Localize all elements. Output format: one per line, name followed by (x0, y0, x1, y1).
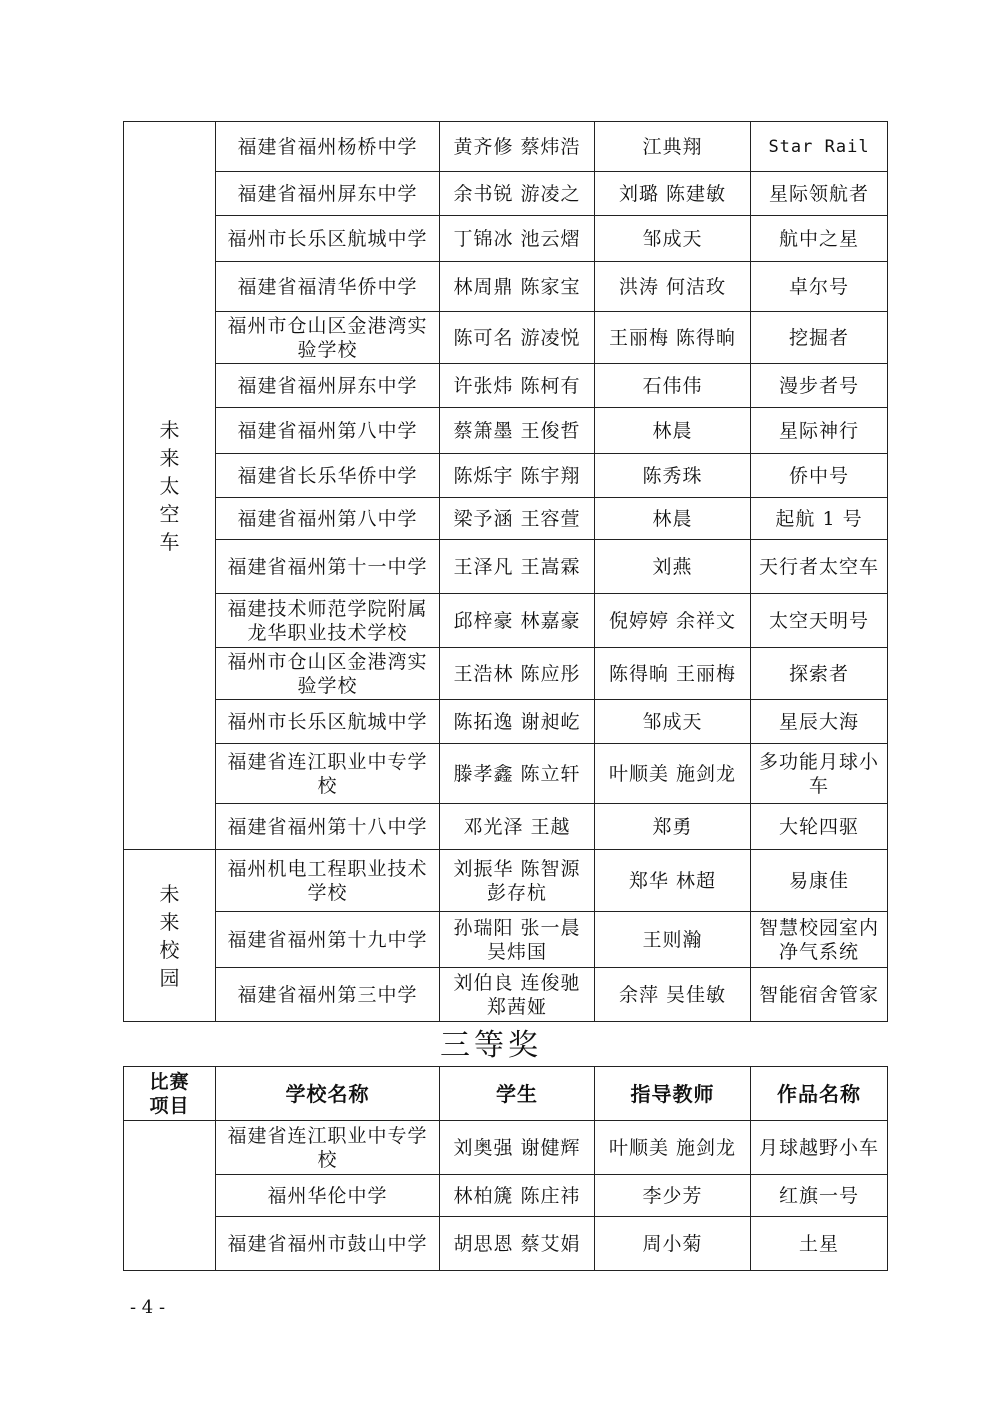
teachers-cell: 叶顺美 施剑龙 (595, 744, 751, 804)
category-char: 空 (159, 501, 180, 526)
work-cell: 月球越野小车 (751, 1121, 888, 1175)
table-row (124, 540, 888, 594)
category-cell (124, 850, 216, 1022)
students-cell: 邓光泽 王越 (440, 804, 595, 850)
teachers-cell: 郑勇 (595, 804, 751, 850)
school-cell: 福建省福州第十九中学 (216, 912, 440, 968)
students-cell: 蔡箫墨 王俊哲 (440, 408, 595, 454)
school-cell: 福州市仓山区金港湾实验学校 (216, 648, 440, 700)
school-cell: 福建省连江职业中专学校 (216, 744, 440, 804)
teachers-cell: 王丽梅 陈得晌 (595, 312, 751, 364)
table-row (124, 912, 888, 968)
students-cell: 许张炜 陈柯有 (440, 364, 595, 408)
students-cell: 丁锦冰 池云熠 (440, 216, 595, 262)
category-char: 来 (159, 445, 180, 470)
students-cell: 陈烁宇 陈宇翔 (440, 454, 595, 498)
table-row (124, 850, 888, 912)
school-cell: 福建省福州第八中学 (216, 498, 440, 540)
work-cell: 智慧校园室内净气系统 (751, 912, 888, 968)
category-cell (124, 1121, 216, 1271)
header-students: 学生 (440, 1067, 595, 1121)
awards-table-continued (123, 121, 888, 1022)
school-cell: 福州华伦中学 (216, 1175, 440, 1217)
table-row (124, 262, 888, 312)
work-cell: 智能宿舍管家 (751, 968, 888, 1022)
work-cell: 易康佳 (751, 850, 888, 912)
category-char: 校 (159, 937, 180, 962)
header-school: 学校名称 (216, 1067, 440, 1121)
table-row (124, 408, 888, 454)
teachers-cell: 叶顺美 施剑龙 (595, 1121, 751, 1175)
teachers-cell: 刘璐 陈建敏 (595, 172, 751, 216)
students-cell: 胡思恩 蔡艾娟 (440, 1217, 595, 1271)
work-cell: 天行者太空车 (751, 540, 888, 594)
work-cell: 星际神行 (751, 408, 888, 454)
students-cell: 林柏篪 陈庄祎 (440, 1175, 595, 1217)
third-prize-table (123, 1066, 888, 1271)
school-cell: 福建省福州第八中学 (216, 408, 440, 454)
table-row (124, 1175, 888, 1217)
table-row (124, 216, 888, 262)
students-cell: 陈拓逸 谢昶屹 (440, 700, 595, 744)
table-row (124, 122, 888, 172)
section-heading-third-prize: 三等奖 (440, 1028, 542, 1063)
school-cell: 福州市仓山区金港湾实验学校 (216, 312, 440, 364)
category-char: 园 (159, 965, 180, 990)
students-cell: 王浩林 陈应彤 (440, 648, 595, 700)
table-row (124, 968, 888, 1022)
category-char: 车 (159, 529, 180, 554)
table-row (124, 804, 888, 850)
work-cell: 航中之星 (751, 216, 888, 262)
students-cell: 刘伯良 连俊驰 郑茜娅 (440, 968, 595, 1022)
work-cell: 星际领航者 (751, 172, 888, 216)
school-cell: 福建省福州第三中学 (216, 968, 440, 1022)
students-cell: 刘振华 陈智源 彭存杭 (440, 850, 595, 912)
school-cell: 福建省福州屏东中学 (216, 172, 440, 216)
work-cell: 探索者 (751, 648, 888, 700)
category-char: 来 (159, 909, 180, 934)
table-header-row (124, 1067, 888, 1121)
students-cell: 刘奥强 谢健辉 (440, 1121, 595, 1175)
school-cell: 福建省连江职业中专学校 (216, 1121, 440, 1175)
teachers-cell: 倪婷婷 余祥文 (595, 594, 751, 648)
students-cell: 余书锐 游凌之 (440, 172, 595, 216)
teachers-cell: 王则瀚 (595, 912, 751, 968)
students-cell: 梁予涵 王容萱 (440, 498, 595, 540)
work-cell: 起航 1 号 (751, 498, 888, 540)
header-teachers: 指导教师 (595, 1067, 751, 1121)
work-cell: 红旗一号 (751, 1175, 888, 1217)
table-row (124, 498, 888, 540)
teachers-cell: 刘燕 (595, 540, 751, 594)
school-cell: 福建技术师范学院附属龙华职业技术学校 (216, 594, 440, 648)
students-cell: 陈可名 游凌悦 (440, 312, 595, 364)
table-row (124, 594, 888, 648)
school-cell: 福州市长乐区航城中学 (216, 216, 440, 262)
students-cell: 邱梓豪 林嘉豪 (440, 594, 595, 648)
teachers-cell: 余萍 吴佳敏 (595, 968, 751, 1022)
work-cell: 侨中号 (751, 454, 888, 498)
table-row (124, 648, 888, 700)
students-cell: 孙瑞阳 张一晨 吴炜国 (440, 912, 595, 968)
work-cell: 卓尔号 (751, 262, 888, 312)
work-cell: 星辰大海 (751, 700, 888, 744)
teachers-cell: 江典翔 (595, 122, 751, 172)
school-cell: 福建省福州市鼓山中学 (216, 1217, 440, 1271)
school-cell: 福州机电工程职业技术学校 (216, 850, 440, 912)
table-row (124, 700, 888, 744)
school-cell: 福建省福州杨桥中学 (216, 122, 440, 172)
table-row (124, 454, 888, 498)
students-cell: 王泽凡 王嵩霖 (440, 540, 595, 594)
header-work: 作品名称 (751, 1067, 888, 1121)
page-number: - 4 - (130, 1297, 166, 1318)
teachers-cell: 邹成天 (595, 700, 751, 744)
teachers-cell: 周小菊 (595, 1217, 751, 1271)
header-category: 比赛项目 (124, 1067, 216, 1121)
table-row (124, 172, 888, 216)
table-row (124, 1121, 888, 1175)
teachers-cell: 林晨 (595, 498, 751, 540)
category-char: 未 (159, 881, 180, 906)
category-char: 未 (159, 417, 180, 442)
table-row (124, 312, 888, 364)
table-row (124, 1217, 888, 1271)
school-cell: 福建省长乐华侨中学 (216, 454, 440, 498)
teachers-cell: 李少芳 (595, 1175, 751, 1217)
work-cell: 漫步者号 (751, 364, 888, 408)
work-cell: 土星 (751, 1217, 888, 1271)
teachers-cell: 邹成天 (595, 216, 751, 262)
teachers-cell: 陈秀珠 (595, 454, 751, 498)
work-cell: 太空天明号 (751, 594, 888, 648)
students-cell: 黄齐修 蔡炜浩 (440, 122, 595, 172)
work-cell: 大轮四驱 (751, 804, 888, 850)
students-cell: 林周鼎 陈家宝 (440, 262, 595, 312)
work-cell: 多功能月球小车 (751, 744, 888, 804)
work-cell: 挖掘者 (751, 312, 888, 364)
school-cell: 福建省福州第十八中学 (216, 804, 440, 850)
category-cell (124, 122, 216, 850)
table-row (124, 744, 888, 804)
teachers-cell: 洪涛 何洁玫 (595, 262, 751, 312)
students-cell: 滕孝鑫 陈立轩 (440, 744, 595, 804)
school-cell: 福州市长乐区航城中学 (216, 700, 440, 744)
table-row (124, 364, 888, 408)
work-cell: Star Rail (751, 122, 888, 172)
school-cell: 福建省福州第十一中学 (216, 540, 440, 594)
teachers-cell: 陈得晌 王丽梅 (595, 648, 751, 700)
teachers-cell: 林晨 (595, 408, 751, 454)
category-char: 太 (159, 473, 180, 498)
school-cell: 福建省福清华侨中学 (216, 262, 440, 312)
school-cell: 福建省福州屏东中学 (216, 364, 440, 408)
teachers-cell: 石伟伟 (595, 364, 751, 408)
teachers-cell: 郑华 林超 (595, 850, 751, 912)
